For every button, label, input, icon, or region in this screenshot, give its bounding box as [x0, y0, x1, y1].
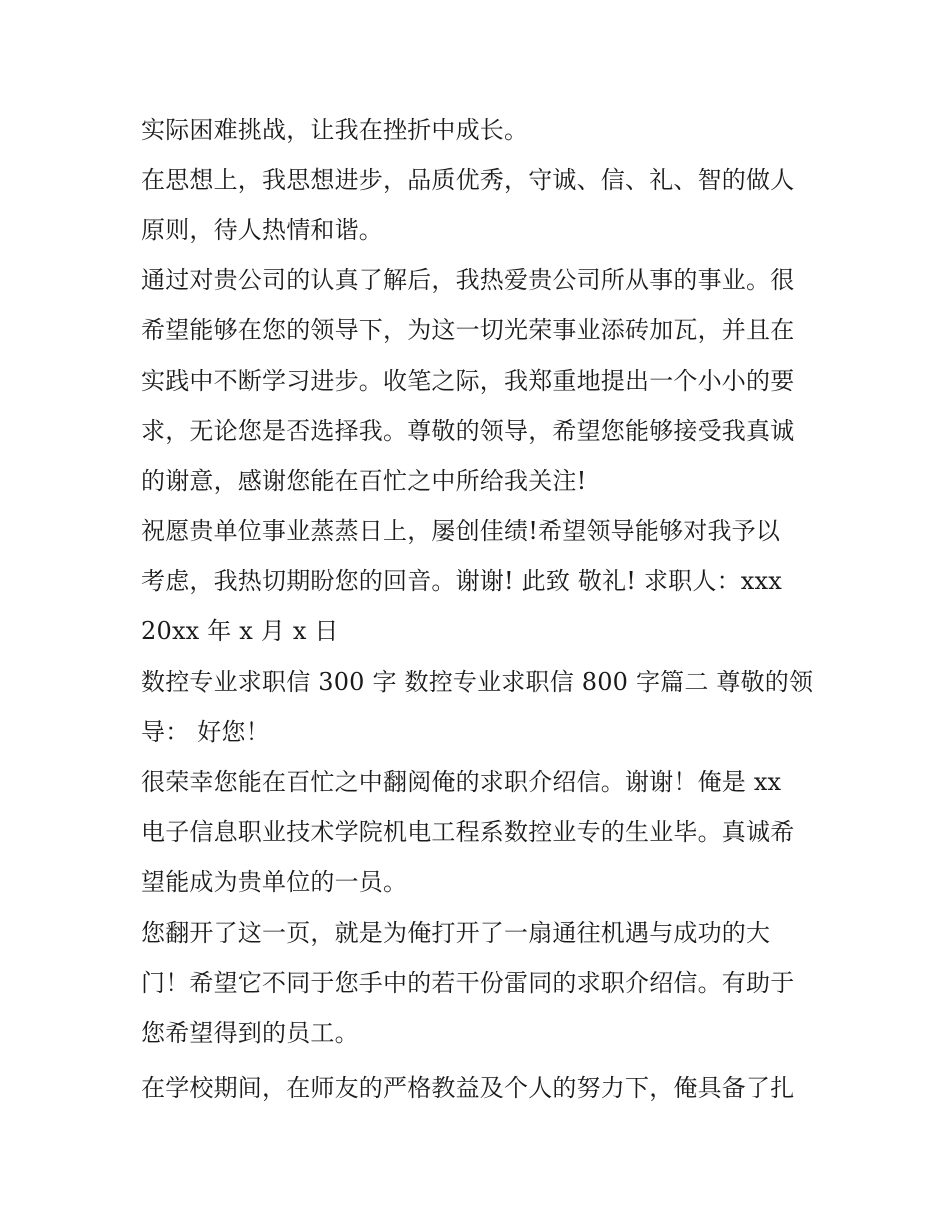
text-line: 考虑，我热切期盼您的回音。谢谢! 此致 敬礼! 求职人：xxx: [141, 567, 782, 595]
text-line: 祝愿贵单位事业蒸蒸日上，屡创佳绩!希望领导能够对我予以: [141, 517, 781, 545]
text-line: 实践中不断学习进步。收笔之际，我郑重地提出一个小小的要: [141, 367, 795, 395]
text-line: 实际困难挑战，让我在挫折中成长。: [141, 116, 529, 144]
text-line: 您希望得到的员工。: [141, 1019, 359, 1047]
text-line: 数控专业求职信 300 字 数控专业求职信 800 字篇二 尊敬的领: [141, 668, 814, 696]
text-line: 原则，待人热情和谐。: [141, 216, 383, 244]
text-line: 求，无论您是否选择我。尊敬的领导，希望您能够接受我真诚: [141, 417, 795, 445]
text-line: 您翻开了这一页，就是为俺打开了一扇通往机遇与成功的大: [141, 919, 771, 947]
text-line: 很荣幸您能在百忙之中翻阅俺的求职介绍信。谢谢！俺是 xx: [141, 768, 782, 796]
text-line: 希望能够在您的领导下，为这一切光荣事业添砖加瓦，并且在: [141, 316, 795, 344]
text-line: 在思想上，我思想进步，品质优秀，守诚、信、礼、智的做人: [141, 166, 795, 194]
text-line: 的谢意，感谢您能在百忙之中所给我关注!: [141, 467, 587, 495]
text-line: 电子信息职业技术学院机电工程系数控业专的生业毕。真诚希: [141, 818, 795, 846]
text-line: 在学校期间，在师友的严格教益及个人的努力下，俺具备了扎: [141, 1074, 795, 1102]
text-line: 望能成为贵单位的一员。: [141, 868, 408, 896]
text-line: 导： 好您！: [141, 718, 270, 746]
text-line: 20xx 年 x 月 x 日: [141, 617, 339, 645]
text-line: 门！希望它不同于您手中的若干份雷同的求职介绍信。有助于: [141, 969, 795, 997]
text-line: 通过对贵公司的认真了解后，我热爱贵公司所从事的事业。很: [141, 266, 795, 294]
